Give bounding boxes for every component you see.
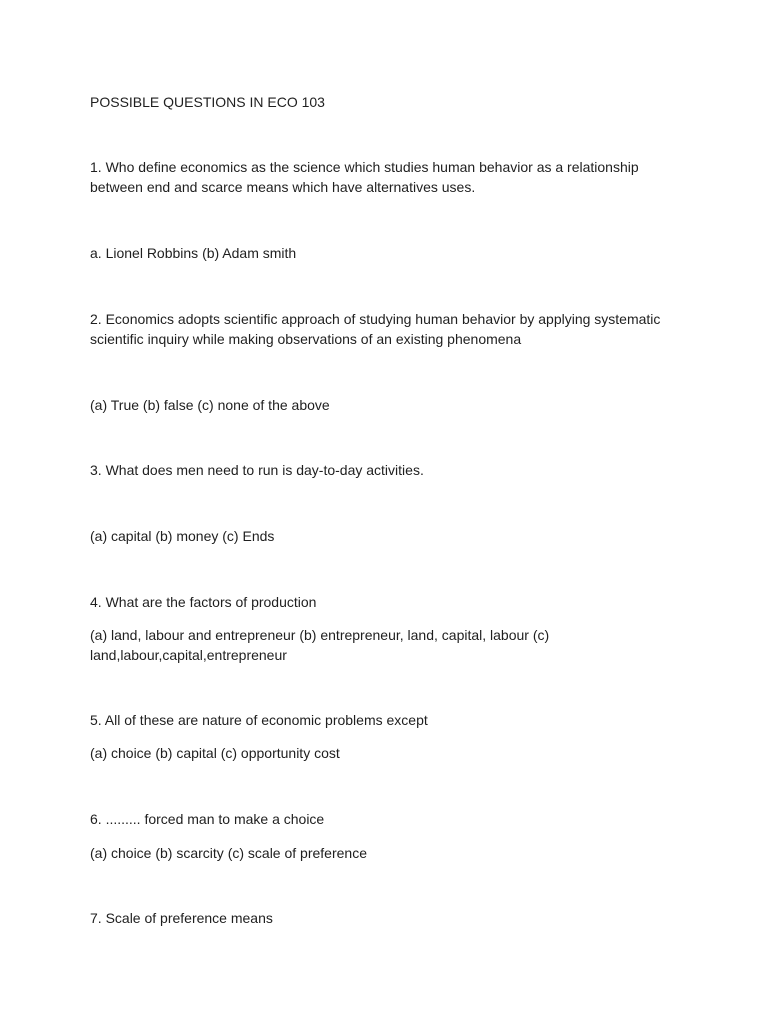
question-3-options: (a) capital (b) money (c) Ends (90, 528, 275, 544)
question-7: 7. Scale of preference means (90, 910, 273, 926)
question-4: 4. What are the factors of production (90, 594, 317, 610)
question-2: 2. Economics adopts scientific approach of studying human behavior by applying systematic scientific inquiry while making observations of an existing phenomena (90, 311, 661, 347)
document-title: POSSIBLE QUESTIONS IN ECO 103 (90, 94, 325, 110)
question-3: 3. What does men need to run is day-to-day activities. (90, 462, 424, 478)
question-5-options: (a) choice (b) capital (c) opportunity cost (90, 745, 340, 761)
question-6: 6. ......... forced man to make a choice (90, 811, 325, 827)
question-1: 1. Who define economics as the science which studies human behavior as a relationship between end and scarce means which have alternatives uses. (90, 159, 639, 195)
question-2-options: (a) True (b) false (c) none of the above (90, 397, 330, 413)
question-6-options: (a) choice (b) scarcity (c) scale of preference (90, 845, 367, 861)
question-1-options: a. Lionel Robbins (b) Adam smith (90, 245, 297, 261)
question-4-options: (a) land, labour and entrepreneur (b) entrepreneur, land, capital, labour (c) land,labour,capital,entrepreneur (90, 627, 550, 663)
question-5: 5. All of these are nature of economic problems except (90, 712, 428, 728)
